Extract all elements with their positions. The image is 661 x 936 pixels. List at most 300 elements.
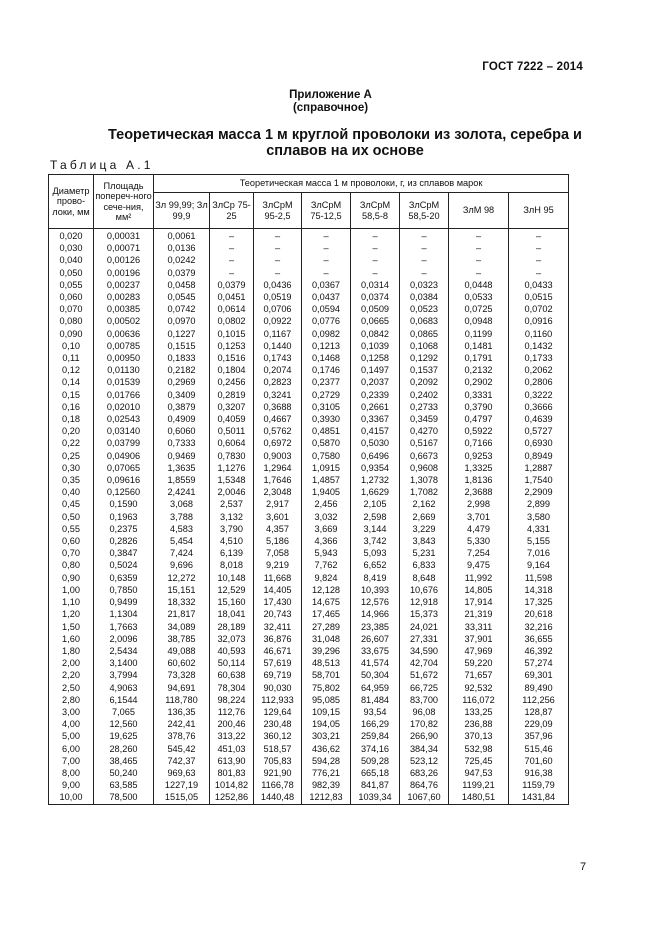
table-cell: 7,254 (449, 547, 509, 559)
table-cell: – (509, 254, 569, 266)
table-cell: 0,1068 (400, 340, 449, 352)
table-cell: 2,669 (400, 511, 449, 523)
table-cell: 0,1468 (302, 352, 351, 364)
table-cell: 0,030 (49, 242, 94, 254)
table-cell: 384,34 (400, 743, 449, 755)
table-cell: 0,4667 (254, 413, 302, 425)
table-cell: 92,532 (449, 682, 509, 694)
table-row (49, 267, 569, 279)
table-cell: 194,05 (302, 718, 351, 730)
table-cell: 0,0614 (210, 303, 254, 315)
title-line-2: сплавов на их основе (266, 143, 424, 159)
table-cell: 0,2819 (210, 389, 254, 401)
table-cell: 0,00385 (94, 303, 154, 315)
table-cell: 1,5348 (210, 474, 254, 486)
table-cell: 230,48 (254, 718, 302, 730)
title-line-1: Теоретическая масса 1 м круглой проволоки из золота, серебра и (108, 127, 582, 143)
table-cell: 451,03 (210, 743, 254, 755)
table-cell: 95,085 (302, 694, 351, 706)
table-cell: 0,0448 (449, 279, 509, 291)
table-cell: 0,6496 (351, 450, 400, 462)
table-cell: 98,224 (210, 694, 254, 706)
table-cell: 0,25 (49, 450, 94, 462)
table-cell: – (302, 242, 351, 254)
table-cell: 0,30 (49, 462, 94, 474)
table-cell: 0,5762 (254, 425, 302, 437)
table-cell: 2,899 (509, 498, 569, 510)
table-cell: 3,701 (449, 511, 509, 523)
table-cell: 1,2964 (254, 462, 302, 474)
table-row (49, 767, 569, 779)
annex-type: (справочное) (292, 102, 369, 114)
table-cell: 360,12 (254, 730, 302, 742)
table-cell: 523,12 (400, 755, 449, 767)
table-row (49, 389, 569, 401)
table-cell: 0,00031 (94, 229, 154, 243)
table-cell: 8,00 (49, 767, 94, 779)
table-cell: – (302, 267, 351, 279)
table-cell: 0,3879 (154, 401, 210, 413)
table-cell: 0,0683 (400, 315, 449, 327)
table-cell: 1,8559 (154, 474, 210, 486)
column-header-alloy: ЗлСрМ 95-2,5 (254, 193, 302, 229)
table-cell: 594,28 (302, 755, 351, 767)
table-cell: 57,274 (509, 657, 569, 669)
table-cell: 14,405 (254, 584, 302, 596)
table-cell: 32,411 (254, 621, 302, 633)
table-cell: 200,46 (210, 718, 254, 730)
table-cell: 0,22 (49, 437, 94, 449)
table-cell: 0,45 (49, 498, 94, 510)
table-cell: 1,60 (49, 633, 94, 645)
table-cell: 242,41 (154, 718, 210, 730)
table-cell: 370,13 (449, 730, 509, 742)
table-cell: 2,80 (49, 694, 94, 706)
table-cell: 4,00 (49, 718, 94, 730)
table-cell: 63,585 (94, 779, 154, 791)
table-cell: 0,3688 (254, 401, 302, 413)
table-cell: 1,7540 (509, 474, 569, 486)
table-cell: 0,0515 (509, 291, 569, 303)
table-cell: 0,0242 (154, 254, 210, 266)
table-cell: 15,373 (400, 608, 449, 620)
table-cell: – (449, 267, 509, 279)
table-cell: 5,454 (154, 535, 210, 547)
table-cell: 0,4059 (210, 413, 254, 425)
table-cell: 0,1743 (254, 352, 302, 364)
table-cell: 2,917 (254, 498, 302, 510)
table-cell: 0,00071 (94, 242, 154, 254)
table-cell: 1,7646 (254, 474, 302, 486)
table-cell: 0,80 (49, 559, 94, 571)
table-cell: 2,5434 (94, 645, 154, 657)
table-cell: 0,0437 (302, 291, 351, 303)
table-cell: 0,3222 (509, 389, 569, 401)
table-cell: 0,3459 (400, 413, 449, 425)
table-cell: 0,1253 (210, 340, 254, 352)
table-cell: 28,260 (94, 743, 154, 755)
table-cell: 12,128 (302, 584, 351, 596)
table-cell: 665,18 (351, 767, 400, 779)
table-cell: 1,0915 (302, 462, 351, 474)
table-row (49, 535, 569, 547)
column-header-alloy: ЗлСрМ 58,5-8 (351, 193, 400, 229)
table-cell: 47,969 (449, 645, 509, 657)
table-cell: 1,10 (49, 596, 94, 608)
table-cell: 0,3790 (449, 401, 509, 413)
table-cell: 69,301 (509, 669, 569, 681)
table-cell: 51,672 (400, 669, 449, 681)
table-cell: 33,311 (449, 621, 509, 633)
table-cell: 1014,82 (210, 779, 254, 791)
table-cell: 0,3409 (154, 389, 210, 401)
table-cell: 313,22 (210, 730, 254, 742)
table-cell: 10,676 (400, 584, 449, 596)
table-row (49, 657, 569, 669)
table-row (49, 779, 569, 791)
table-cell: 6,139 (210, 547, 254, 559)
table-cell: 11,668 (254, 572, 302, 584)
table-cell: 128,87 (509, 706, 569, 718)
table-row (49, 498, 569, 510)
table-cell: 46,671 (254, 645, 302, 657)
table-row (49, 376, 569, 388)
table-cell: 0,3331 (449, 389, 509, 401)
table-cell: 0,0374 (351, 291, 400, 303)
table-cell: 0,5030 (351, 437, 400, 449)
table-cell: 0,20 (49, 425, 94, 437)
table-row (49, 462, 569, 474)
table-cell: 0,0379 (210, 279, 254, 291)
table-cell: 0,5011 (210, 425, 254, 437)
table-cell: 947,53 (449, 767, 509, 779)
table-cell: 3,068 (154, 498, 210, 510)
table-cell: – (351, 242, 400, 254)
table-cell: 2,2909 (509, 486, 569, 498)
annex-title: Приложение А (289, 89, 372, 101)
table-cell: 18,332 (154, 596, 210, 608)
table-cell: 0,5167 (400, 437, 449, 449)
table-cell: 0,2339 (351, 389, 400, 401)
table-cell: 0,11 (49, 352, 94, 364)
table-cell: 20,743 (254, 608, 302, 620)
table-row (49, 755, 569, 767)
table-cell: 9,00 (49, 779, 94, 791)
table-cell: 0,080 (49, 315, 94, 327)
column-header-diameter: Диаметр прово-локи, мм (49, 175, 94, 229)
table-cell: – (254, 267, 302, 279)
table-row (49, 315, 569, 327)
table-cell: 1431,84 (509, 791, 569, 804)
table-cell: 0,2729 (302, 389, 351, 401)
table-cell: 0,07065 (94, 462, 154, 474)
table-cell: 0,0323 (400, 279, 449, 291)
table-cell: 3,144 (351, 523, 400, 535)
table-cell: 0,9354 (351, 462, 400, 474)
table-cell: 4,583 (154, 523, 210, 535)
table-cell: 0,00283 (94, 291, 154, 303)
table-cell: 742,37 (154, 755, 210, 767)
table-cell: 0,55 (49, 523, 94, 535)
table-cell: 0,1481 (449, 340, 509, 352)
table-cell: 0,9608 (400, 462, 449, 474)
wire-mass-table (48, 174, 569, 805)
table-cell: – (449, 242, 509, 254)
table-cell: 32,216 (509, 621, 569, 633)
table-cell: 801,83 (210, 767, 254, 779)
table-cell: 1440,48 (254, 791, 302, 804)
table-cell: 705,83 (254, 755, 302, 767)
table-cell: 36,876 (254, 633, 302, 645)
table-cell: 17,430 (254, 596, 302, 608)
table-cell: 2,456 (302, 498, 351, 510)
table-cell: 0,4909 (154, 413, 210, 425)
table-row (49, 608, 569, 620)
table-cell: 916,38 (509, 767, 569, 779)
table-cell: 12,560 (94, 718, 154, 730)
table-cell: 0,3847 (94, 547, 154, 559)
table-cell: 3,669 (302, 523, 351, 535)
table-cell: 11,992 (449, 572, 509, 584)
table-cell: 0,2182 (154, 364, 210, 376)
table-cell: 0,0665 (351, 315, 400, 327)
table-cell: 0,01766 (94, 389, 154, 401)
column-header-area: Площадь попереч-ного сече-ния, мм² (94, 175, 154, 229)
table-cell: 0,4639 (509, 413, 569, 425)
table-cell: 0,0776 (302, 315, 351, 327)
table-cell: 3,790 (210, 523, 254, 535)
table-cell: 6,1544 (94, 694, 154, 706)
table-cell: 0,1963 (94, 511, 154, 523)
table-cell: 1,6629 (351, 486, 400, 498)
table-cell: 8,419 (351, 572, 400, 584)
table-row (49, 633, 569, 645)
table-cell: 0,16 (49, 401, 94, 413)
table-row (49, 511, 569, 523)
table-cell: 0,1833 (154, 352, 210, 364)
table-cell: 0,4851 (302, 425, 351, 437)
table-cell: 701,60 (509, 755, 569, 767)
table-cell: 116,072 (449, 694, 509, 706)
table-cell: 357,96 (509, 730, 569, 742)
table-cell: – (509, 242, 569, 254)
table-cell: 0,1746 (302, 364, 351, 376)
table-cell: 1,00 (49, 584, 94, 596)
table-cell: – (351, 267, 400, 279)
table-cell: 50,240 (94, 767, 154, 779)
table-cell: 0,1213 (302, 340, 351, 352)
table-row (49, 401, 569, 413)
table-cell: 0,2132 (449, 364, 509, 376)
table-cell: 0,0802 (210, 315, 254, 327)
table-cell: 7,00 (49, 755, 94, 767)
table-cell: 0,1227 (154, 328, 210, 340)
table-cell: 0,7830 (210, 450, 254, 462)
table-cell: 0,09616 (94, 474, 154, 486)
table-cell: 37,901 (449, 633, 509, 645)
table-cell: 0,0970 (154, 315, 210, 327)
table-cell: 0,2733 (400, 401, 449, 413)
column-header-alloy: ЗлСрМ 75-12,5 (302, 193, 351, 229)
table-cell: 4,9063 (94, 682, 154, 694)
table-cell: 532,98 (449, 743, 509, 755)
table-row (49, 706, 569, 718)
table-cell: 0,9003 (254, 450, 302, 462)
table-cell: 0,12560 (94, 486, 154, 498)
table-cell: 12,272 (154, 572, 210, 584)
table-cell: 0,0384 (400, 291, 449, 303)
table-cell: 2,598 (351, 511, 400, 523)
table-cell: 8,018 (210, 559, 254, 571)
table-cell: 0,2661 (351, 401, 400, 413)
table-cell: 0,3105 (302, 401, 351, 413)
table-cell: 683,26 (400, 767, 449, 779)
table-cell: 0,0533 (449, 291, 509, 303)
table-cell: 9,475 (449, 559, 509, 571)
table-cell: 94,691 (154, 682, 210, 694)
table-cell: 0,0314 (351, 279, 400, 291)
table-cell: 38,465 (94, 755, 154, 767)
table-cell: 166,29 (351, 718, 400, 730)
table-cell: 0,1791 (449, 352, 509, 364)
table-cell: 1199,21 (449, 779, 509, 791)
table-cell: 112,76 (210, 706, 254, 718)
table-cell: 0,2806 (509, 376, 569, 388)
table-cell: 5,943 (302, 547, 351, 559)
table-cell: 3,032 (302, 511, 351, 523)
page-number: 7 (580, 861, 587, 873)
table-row (49, 694, 569, 706)
table-cell: 19,625 (94, 730, 154, 742)
table-cell: 2,4241 (154, 486, 210, 498)
table-row (49, 486, 569, 498)
table-cell: 14,805 (449, 584, 509, 596)
table-cell: – (400, 242, 449, 254)
table-row (49, 791, 569, 804)
table-row (49, 547, 569, 559)
table-cell: 9,824 (302, 572, 351, 584)
table-cell: 7,016 (509, 547, 569, 559)
table-cell: 0,2375 (94, 523, 154, 535)
table-row (49, 682, 569, 694)
table-row (49, 474, 569, 486)
table-cell: 0,2902 (449, 376, 509, 388)
table-cell: 0,0367 (302, 279, 351, 291)
table-cell: 1227,19 (154, 779, 210, 791)
table-cell: 15,160 (210, 596, 254, 608)
table-cell: 921,90 (254, 767, 302, 779)
table-row (49, 645, 569, 657)
table-cell: 0,7850 (94, 584, 154, 596)
table-cell: 3,229 (400, 523, 449, 535)
table-cell: 0,0948 (449, 315, 509, 327)
table-cell: 6,00 (49, 743, 94, 755)
table-cell: 266,90 (400, 730, 449, 742)
table-cell: 12,529 (210, 584, 254, 596)
table-cell: 59,220 (449, 657, 509, 669)
table-cell: 509,28 (351, 755, 400, 767)
table-cell: 0,0742 (154, 303, 210, 315)
table-cell: 8,648 (400, 572, 449, 584)
table-cell: 64,959 (351, 682, 400, 694)
table-cell: 17,914 (449, 596, 509, 608)
table-row (49, 242, 569, 254)
table-cell: 0,3666 (509, 401, 569, 413)
table-cell: – (210, 254, 254, 266)
table-cell: 4,357 (254, 523, 302, 535)
table-cell: 9,164 (509, 559, 569, 571)
column-header-alloy: ЗлСр 75-25 (210, 193, 254, 229)
table-cell: 0,1497 (351, 364, 400, 376)
table-cell: 0,50 (49, 511, 94, 523)
document-title (80, 127, 610, 159)
table-cell: 3,580 (509, 511, 569, 523)
table-cell: 69,719 (254, 669, 302, 681)
table-cell: 27,331 (400, 633, 449, 645)
table-cell: 1,2887 (509, 462, 569, 474)
table-cell: 31,048 (302, 633, 351, 645)
table-cell: 2,162 (400, 498, 449, 510)
table-cell: 0,00785 (94, 340, 154, 352)
table-cell: 1,3078 (400, 474, 449, 486)
table-cell: 0,04906 (94, 450, 154, 462)
table-row (49, 364, 569, 376)
table-cell: 0,6064 (210, 437, 254, 449)
table-cell: 0,2092 (400, 376, 449, 388)
table-row (49, 254, 569, 266)
table-cell: 0,3367 (351, 413, 400, 425)
table-cell: 0,6673 (400, 450, 449, 462)
table-cell: – (509, 229, 569, 243)
table-cell: 3,7994 (94, 669, 154, 681)
table-cell: 0,7166 (449, 437, 509, 449)
table-cell: 0,1440 (254, 340, 302, 352)
table-cell: 3,742 (351, 535, 400, 547)
table-cell: 0,3930 (302, 413, 351, 425)
table-row (49, 352, 569, 364)
table-row (49, 584, 569, 596)
standard-number: ГОСТ 7222 – 2014 (482, 61, 583, 73)
table-cell: 38,785 (154, 633, 210, 645)
table-cell: 0,5024 (94, 559, 154, 571)
table-cell: 1,2732 (351, 474, 400, 486)
table-cell: 1166,78 (254, 779, 302, 791)
table-cell: 0,0523 (400, 303, 449, 315)
table-cell: 0,1733 (509, 352, 569, 364)
table-cell: 1,3635 (154, 462, 210, 474)
column-header-alloy: Зл 99,99; Зл 99,9 (154, 193, 210, 229)
table-row (49, 572, 569, 584)
table-cell: 0,03799 (94, 437, 154, 449)
table-cell: 374,16 (351, 743, 400, 755)
table-cell: 118,780 (154, 694, 210, 706)
table-cell: 7,762 (302, 559, 351, 571)
table-cell: 10,00 (49, 791, 94, 804)
table-cell: 0,0509 (351, 303, 400, 315)
table-row (49, 450, 569, 462)
table-cell: 0,7333 (154, 437, 210, 449)
table-cell: 0,6060 (154, 425, 210, 437)
table-cell: – (400, 267, 449, 279)
table-cell: 0,9469 (154, 450, 210, 462)
table-cell: 73,328 (154, 669, 210, 681)
table-cell: – (509, 267, 569, 279)
table-cell: 1,1304 (94, 608, 154, 620)
table-cell: 0,5727 (509, 425, 569, 437)
table-cell: 1,7663 (94, 621, 154, 633)
table-cell: 0,00636 (94, 328, 154, 340)
table-row (49, 340, 569, 352)
